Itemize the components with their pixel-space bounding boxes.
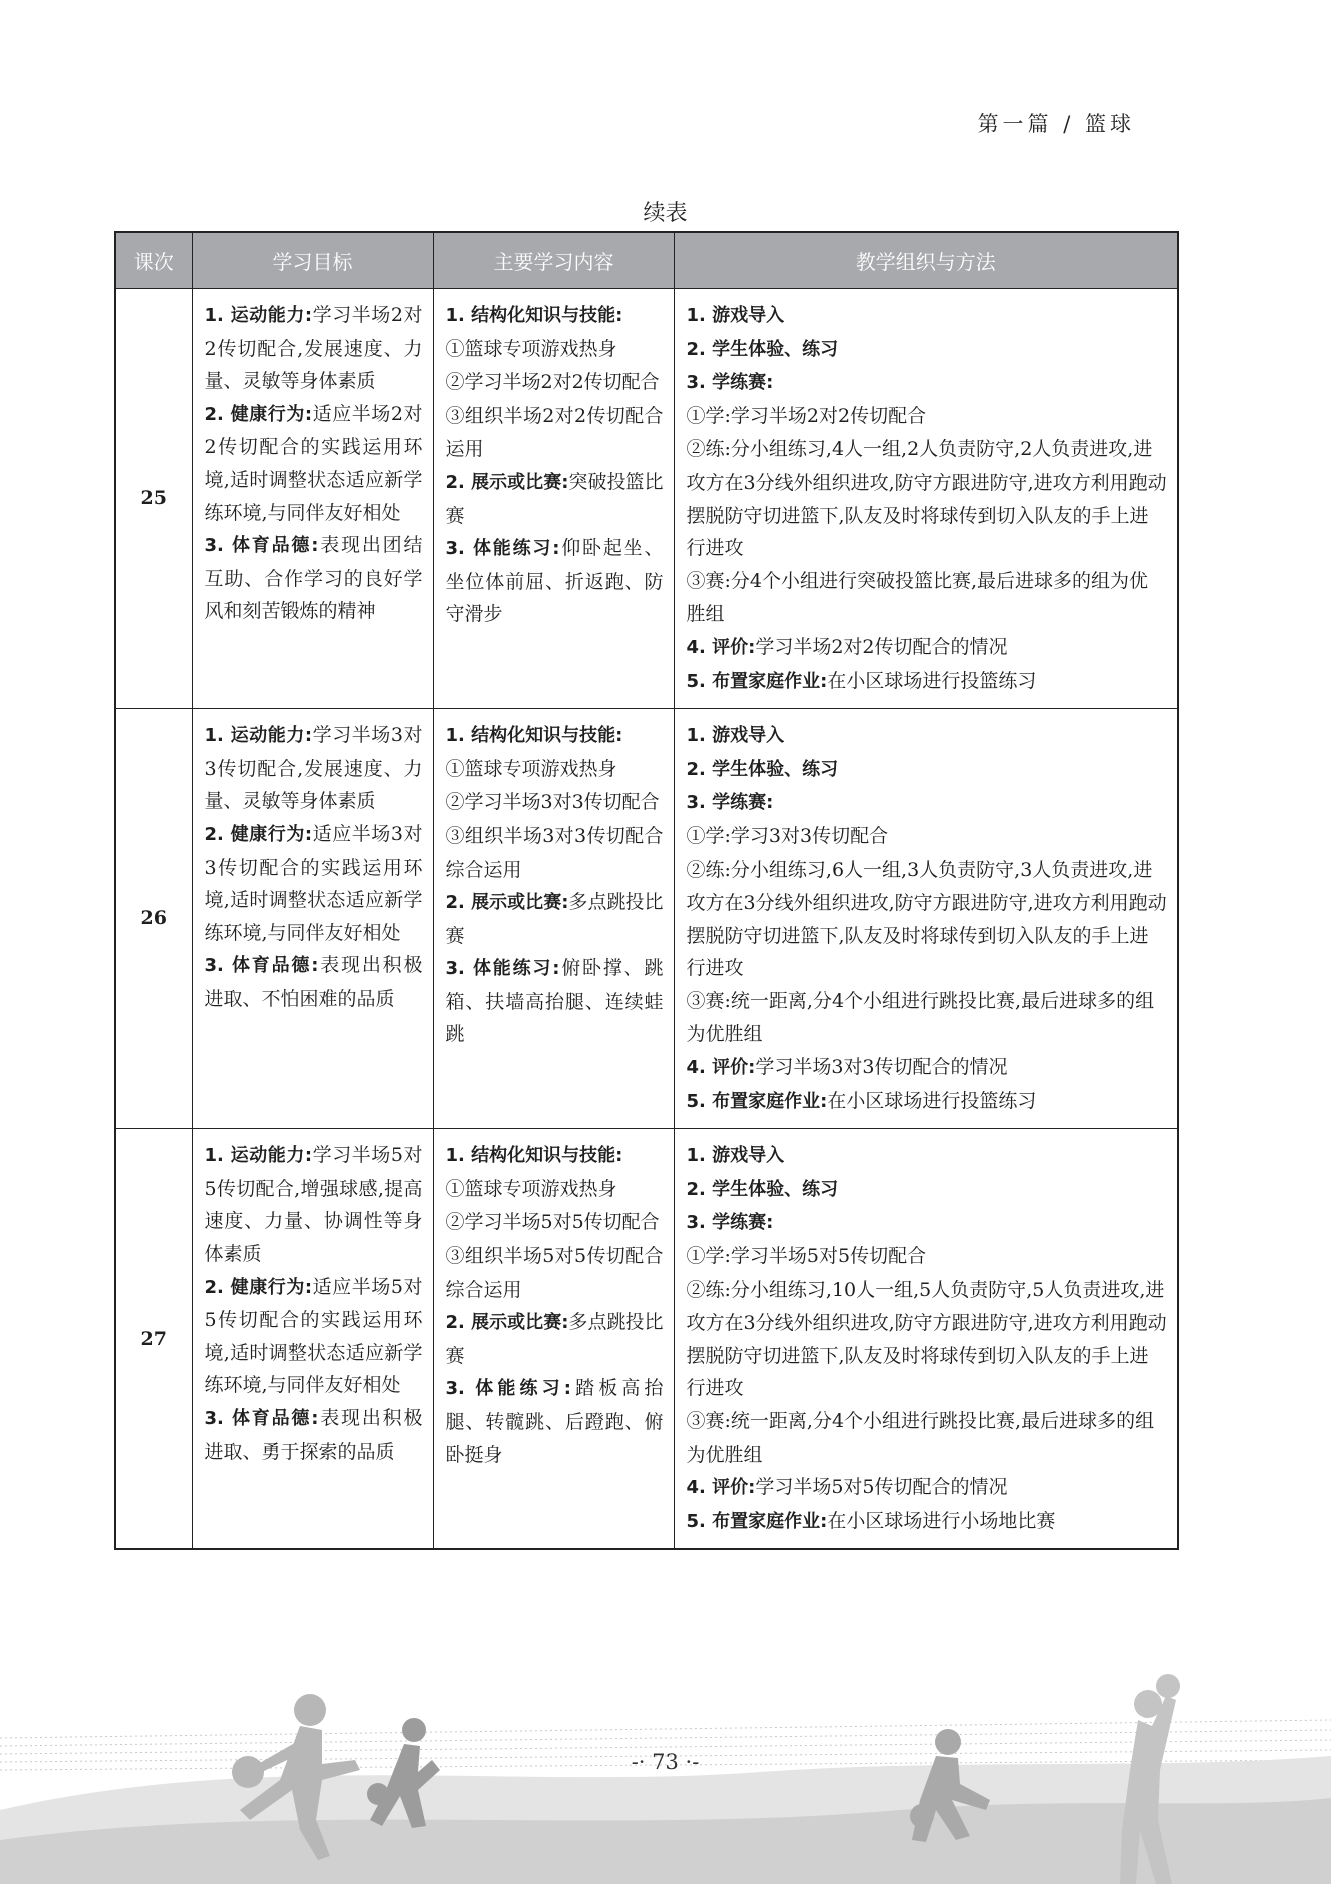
- content-item: 2. 展示或比赛:突破投篮比赛: [445, 470, 664, 527]
- content-item: ②学习半场2对2传切配合: [445, 371, 660, 394]
- method-item: ②练:分小组练习,10人一组,5人负责防守,5人负责进攻,进攻方在3分线外组织进攻,防守方跟进防守,进攻方利用跑动摆脱防守切进篮下,队友及时将球传到切入队友的手上进行进攻: [686, 1278, 1167, 1400]
- column-header-goals: 学习目标: [192, 232, 433, 289]
- method-item: 2. 学生体验、练习: [686, 338, 839, 360]
- content-item: ③组织半场3对3传切配合综合运用: [445, 824, 664, 881]
- teaching-method-cell: [674, 1129, 1178, 1550]
- method-item: ③赛:分4个小组进行突破投篮比赛,最后进球多的组为优胜组: [686, 569, 1149, 626]
- teaching-method-cell: [674, 289, 1178, 709]
- method-item: ③赛:统一距离,分4个小组进行跳投比赛,最后进球多的组为优胜组: [686, 989, 1155, 1046]
- goal-item: 1. 运动能力:学习半场3对3传切配合,发展速度、力量、灵敏等身体素质: [204, 724, 423, 813]
- learning-goals-cell: [192, 289, 433, 709]
- method-item: 5. 布置家庭作业:在小区球场进行投篮练习: [686, 1089, 1037, 1112]
- method-item: ①学:学习3对3传切配合: [686, 824, 889, 847]
- content-item: ①篮球专项游戏热身: [445, 1177, 617, 1200]
- method-item: ①学:学习半场2对2传切配合: [686, 404, 927, 427]
- column-header-lesson: 课次: [115, 232, 192, 289]
- goal-item: 1. 运动能力:学习半场2对2传切配合,发展速度、力量、灵敏等身体素质: [204, 304, 423, 393]
- chapter-header: 第一篇 / 篮球: [977, 112, 1135, 136]
- table-row: [115, 709, 1178, 1129]
- lesson-number: 26: [115, 709, 192, 1129]
- goal-item: 3. 体育品德:表现出积极进取、勇于探索的品质: [204, 1407, 423, 1463]
- content-item: 2. 展示或比赛:多点跳投比赛: [445, 1311, 664, 1367]
- learning-goals-cell: [192, 1129, 433, 1550]
- content-item: ②学习半场3对3传切配合: [445, 791, 660, 814]
- content-item: 1. 结构化知识与技能:: [445, 305, 623, 326]
- content-item: ③组织半场5对5传切配合综合运用: [445, 1245, 664, 1301]
- method-item: ②练:分小组练习,6人一组,3人负责防守,3人负责进攻,进攻方在3分线外组织进攻,防守方跟进防守,进攻方利用跑动摆脱防守切进篮下,队友及时将球传到切入队友的手上进行进攻: [686, 858, 1167, 980]
- content-item: 3. 体能练习:仰卧起坐、坐位体前屈、折返跑、防守滑步: [445, 537, 664, 626]
- page-number: -· 73 ·-: [631, 1750, 700, 1774]
- method-item: 5. 布置家庭作业:在小区球场进行小场地比赛: [686, 1509, 1056, 1532]
- method-item: 1. 游戏导入: [686, 725, 785, 747]
- content-item: ①篮球专项游戏热身: [445, 337, 617, 360]
- learning-goals-cell: [192, 709, 433, 1129]
- method-item: 2. 学生体验、练习: [686, 758, 839, 780]
- learning-content-cell: [433, 289, 674, 709]
- content-item: 3. 体能练习:俯卧撑、跳箱、扶墙高抬腿、连续蛙跳: [445, 957, 664, 1046]
- goal-item: 1. 运动能力:学习半场5对5传切配合,增强球感,提高速度、力量、协调性等身体素质: [204, 1144, 423, 1266]
- method-item: 2. 学生体验、练习: [686, 1178, 839, 1200]
- table-header-row: [115, 232, 1178, 289]
- method-item: 4. 评价:学习半场3对3传切配合的情况: [686, 1056, 1008, 1079]
- goal-item: 3. 体育品德:表现出团结互助、合作学习的良好学风和刻苦锻炼的精神: [204, 534, 423, 623]
- method-item: ①学:学习半场5对5传切配合: [686, 1245, 927, 1268]
- column-header-contents: 主要学习内容: [433, 232, 674, 289]
- method-item: 5. 布置家庭作业:在小区球场进行投篮练习: [686, 669, 1037, 692]
- content-item: 1. 结构化知识与技能:: [445, 1145, 623, 1167]
- lesson-number: 25: [115, 289, 192, 709]
- learning-content-cell: [433, 1129, 674, 1550]
- goal-item: 3. 体育品德:表现出积极进取、不怕困难的品质: [204, 954, 423, 1010]
- learning-content-cell: [433, 709, 674, 1129]
- content-item: 2. 展示或比赛:多点跳投比赛: [445, 891, 664, 947]
- column-header-methods: 教学组织与方法: [674, 232, 1178, 289]
- method-item: 3. 学练赛:: [686, 372, 774, 394]
- goal-item: 2. 健康行为:适应半场5对5传切配合的实践运用环境,适时调整状态适应新学练环境,与同伴友好相处: [204, 1275, 423, 1397]
- content-item: 3. 体能练习:踏板高抬腿、转髋跳、后蹬跑、俯卧挺身: [445, 1377, 664, 1466]
- method-item: ③赛:统一距离,分4个小组进行跳投比赛,最后进球多的组为优胜组: [686, 1410, 1155, 1466]
- teaching-method-cell: [674, 709, 1178, 1129]
- goal-item: 2. 健康行为:适应半场3对3传切配合的实践运用环境,适时调整状态适应新学练环境,与同伴友好相处: [204, 822, 423, 944]
- content-item: ①篮球专项游戏热身: [445, 757, 617, 780]
- lesson-number: 27: [115, 1129, 192, 1550]
- goal-item: 2. 健康行为:适应半场2对2传切配合的实践运用环境,适时调整状态适应新学练环境,与同伴友好相处: [204, 402, 423, 524]
- method-item: 1. 游戏导入: [686, 305, 785, 326]
- method-item: 3. 学练赛:: [686, 1212, 774, 1234]
- table-row: [115, 1129, 1178, 1550]
- method-item: 1. 游戏导入: [686, 1145, 785, 1167]
- lesson-plan-table: [114, 231, 1179, 1550]
- method-item: 3. 学练赛:: [686, 792, 774, 814]
- method-item: 4. 评价:学习半场2对2传切配合的情况: [686, 635, 1008, 658]
- table-row: [115, 289, 1178, 709]
- content-item: 1. 结构化知识与技能:: [445, 725, 623, 747]
- method-item: ②练:分小组练习,4人一组,2人负责防守,2人负责进攻,进攻方在3分线外组织进攻,防守方跟进防守,进攻方利用跑动摆脱防守切进篮下,队友及时将球传到切入队友的手上进行进攻: [686, 438, 1167, 560]
- content-item: ③组织半场2对2传切配合运用: [445, 404, 664, 461]
- table-caption: 续表: [643, 201, 688, 226]
- content-item: ②学习半场5对5传切配合: [445, 1211, 660, 1234]
- method-item: 4. 评价:学习半场5对5传切配合的情况: [686, 1476, 1008, 1499]
